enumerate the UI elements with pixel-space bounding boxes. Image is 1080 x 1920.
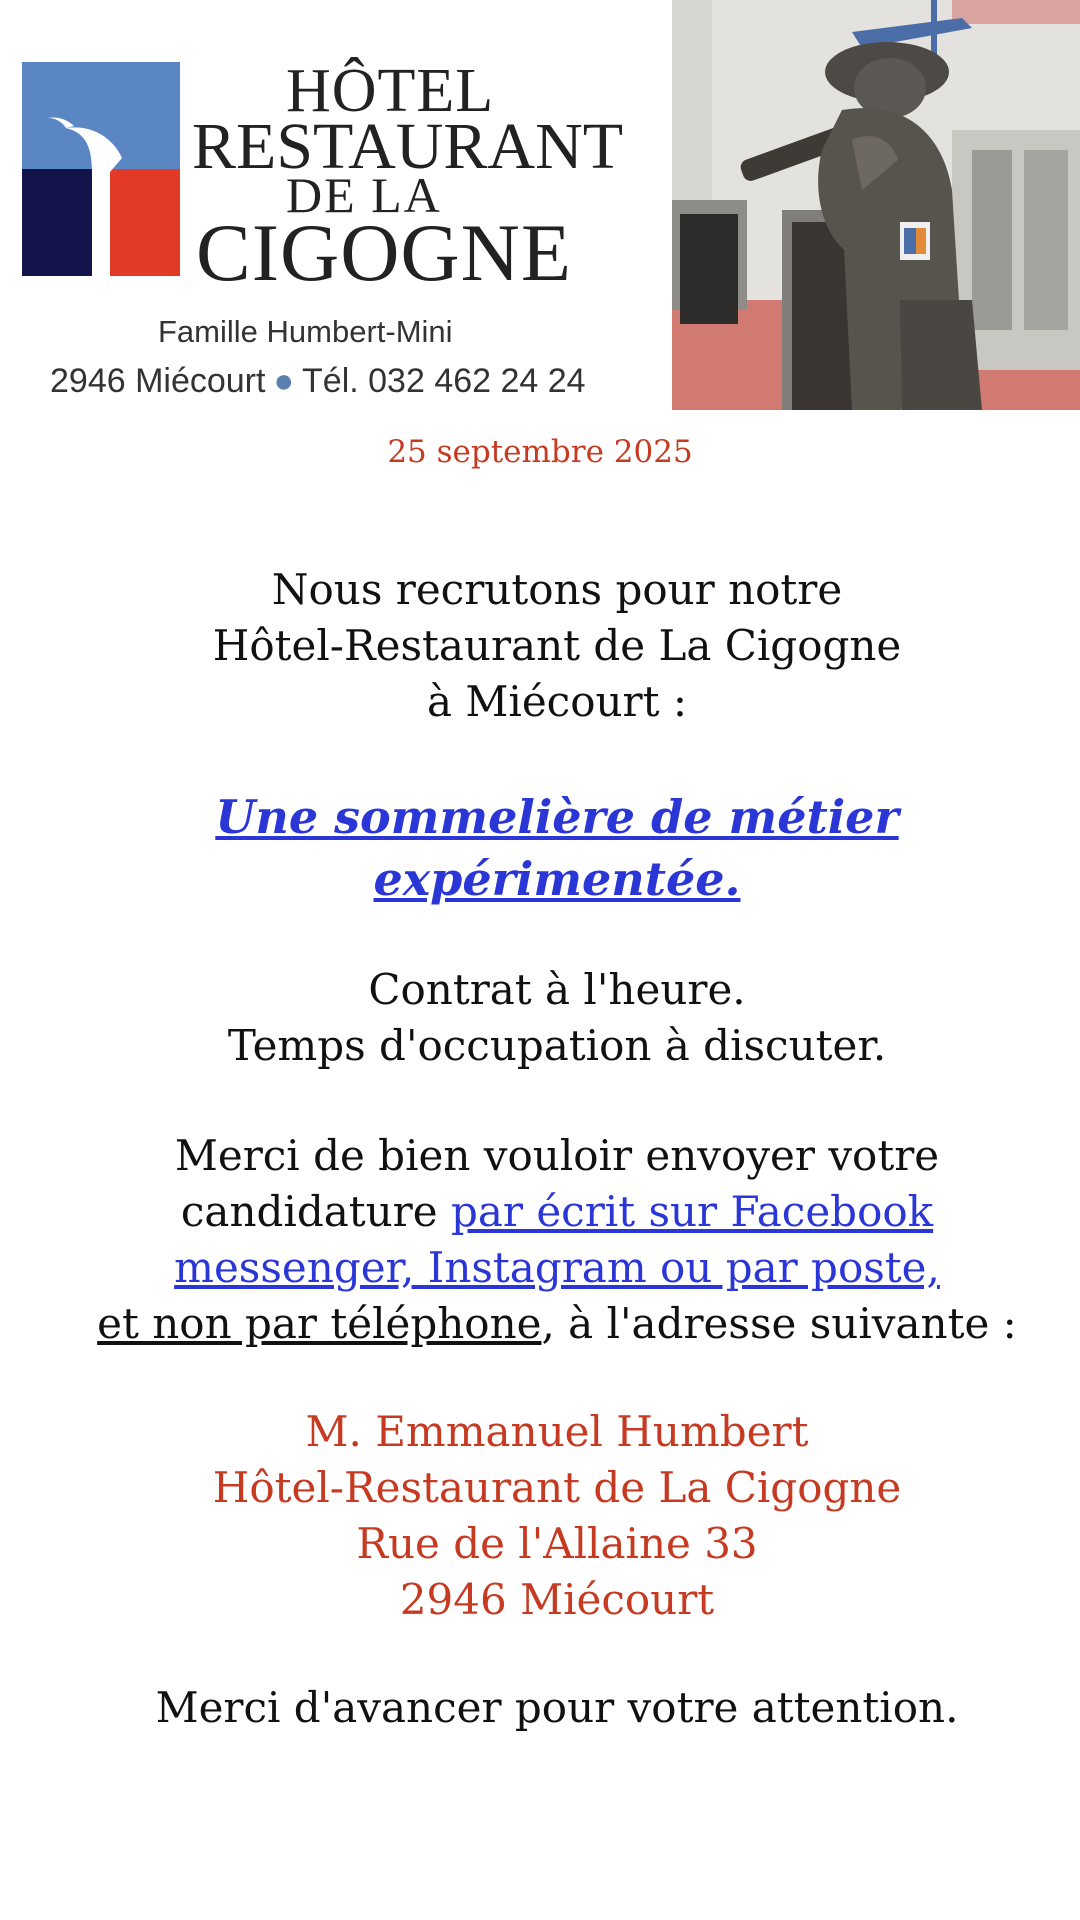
apply-line-4 xyxy=(0,1296,1080,1352)
logo-locality: 2946 Miécourt xyxy=(50,362,266,400)
logo-phone: Tél. 032 462 24 24 xyxy=(302,362,586,400)
intro-paragraph xyxy=(0,562,1080,730)
logo-word-hotel: HÔTEL xyxy=(286,57,495,125)
logo-word-restaurant: RESTAURANT xyxy=(192,110,624,183)
bullet-dot-icon: ● xyxy=(273,362,295,400)
job-title-line-2: expérimentée. xyxy=(373,852,741,906)
apply-line-1: Merci de bien vouloir envoyer votre xyxy=(174,1131,940,1180)
logo-contact-line xyxy=(50,364,586,398)
address-city: 2946 Miécourt xyxy=(399,1575,715,1624)
statue-photo-image xyxy=(672,0,1080,410)
address-name: M. Emmanuel Humbert xyxy=(305,1407,809,1456)
social-media-link[interactable]: par écrit sur Facebook xyxy=(450,1187,934,1236)
social-media-link-continued[interactable]: messenger, Instagram ou par poste, xyxy=(174,1243,940,1292)
address-street: Rue de l'Allaine 33 xyxy=(356,1519,758,1568)
statue-photo xyxy=(672,0,1080,410)
postal-address xyxy=(0,1404,1080,1628)
logo-word-de-la: DE LA xyxy=(286,167,442,223)
closing-text: Merci d'avancer pour votre attention. xyxy=(155,1683,959,1732)
intro-line-2: Hôtel-Restaurant de La Cigogne xyxy=(212,621,902,670)
terms-line-1: Contrat à l'heure. xyxy=(368,965,746,1014)
no-phone-notice: et non par téléphone xyxy=(97,1299,542,1348)
contract-terms xyxy=(0,962,1080,1074)
header-banner xyxy=(0,0,1080,410)
job-title-line-1: Une sommelière de métier xyxy=(215,790,899,844)
stork-logo-icon xyxy=(22,62,180,276)
apply-line-4-rest: , à l'adresse suivante : xyxy=(541,1299,1017,1348)
hotel-logo xyxy=(0,0,672,410)
application-instructions xyxy=(0,1128,1080,1352)
terms-line-2: Temps d'occupation à discuter. xyxy=(227,1021,887,1070)
intro-line-1: Nous recrutons pour notre xyxy=(271,565,843,614)
apply-line-3 xyxy=(0,1240,1080,1296)
apply-line-2-text: candidature xyxy=(180,1187,451,1236)
address-business: Hôtel-Restaurant de La Cigogne xyxy=(212,1463,902,1512)
logo-word-cigogne: CIGOGNE xyxy=(196,207,572,298)
job-title xyxy=(0,786,1080,910)
apply-line-2 xyxy=(0,1184,1080,1240)
closing-line xyxy=(0,1680,1080,1736)
intro-line-3: à Miécourt : xyxy=(427,677,687,726)
publication-date: 25 septembre 2025 xyxy=(387,434,693,470)
logo-family-name: Famille Humbert-Mini xyxy=(158,314,453,349)
